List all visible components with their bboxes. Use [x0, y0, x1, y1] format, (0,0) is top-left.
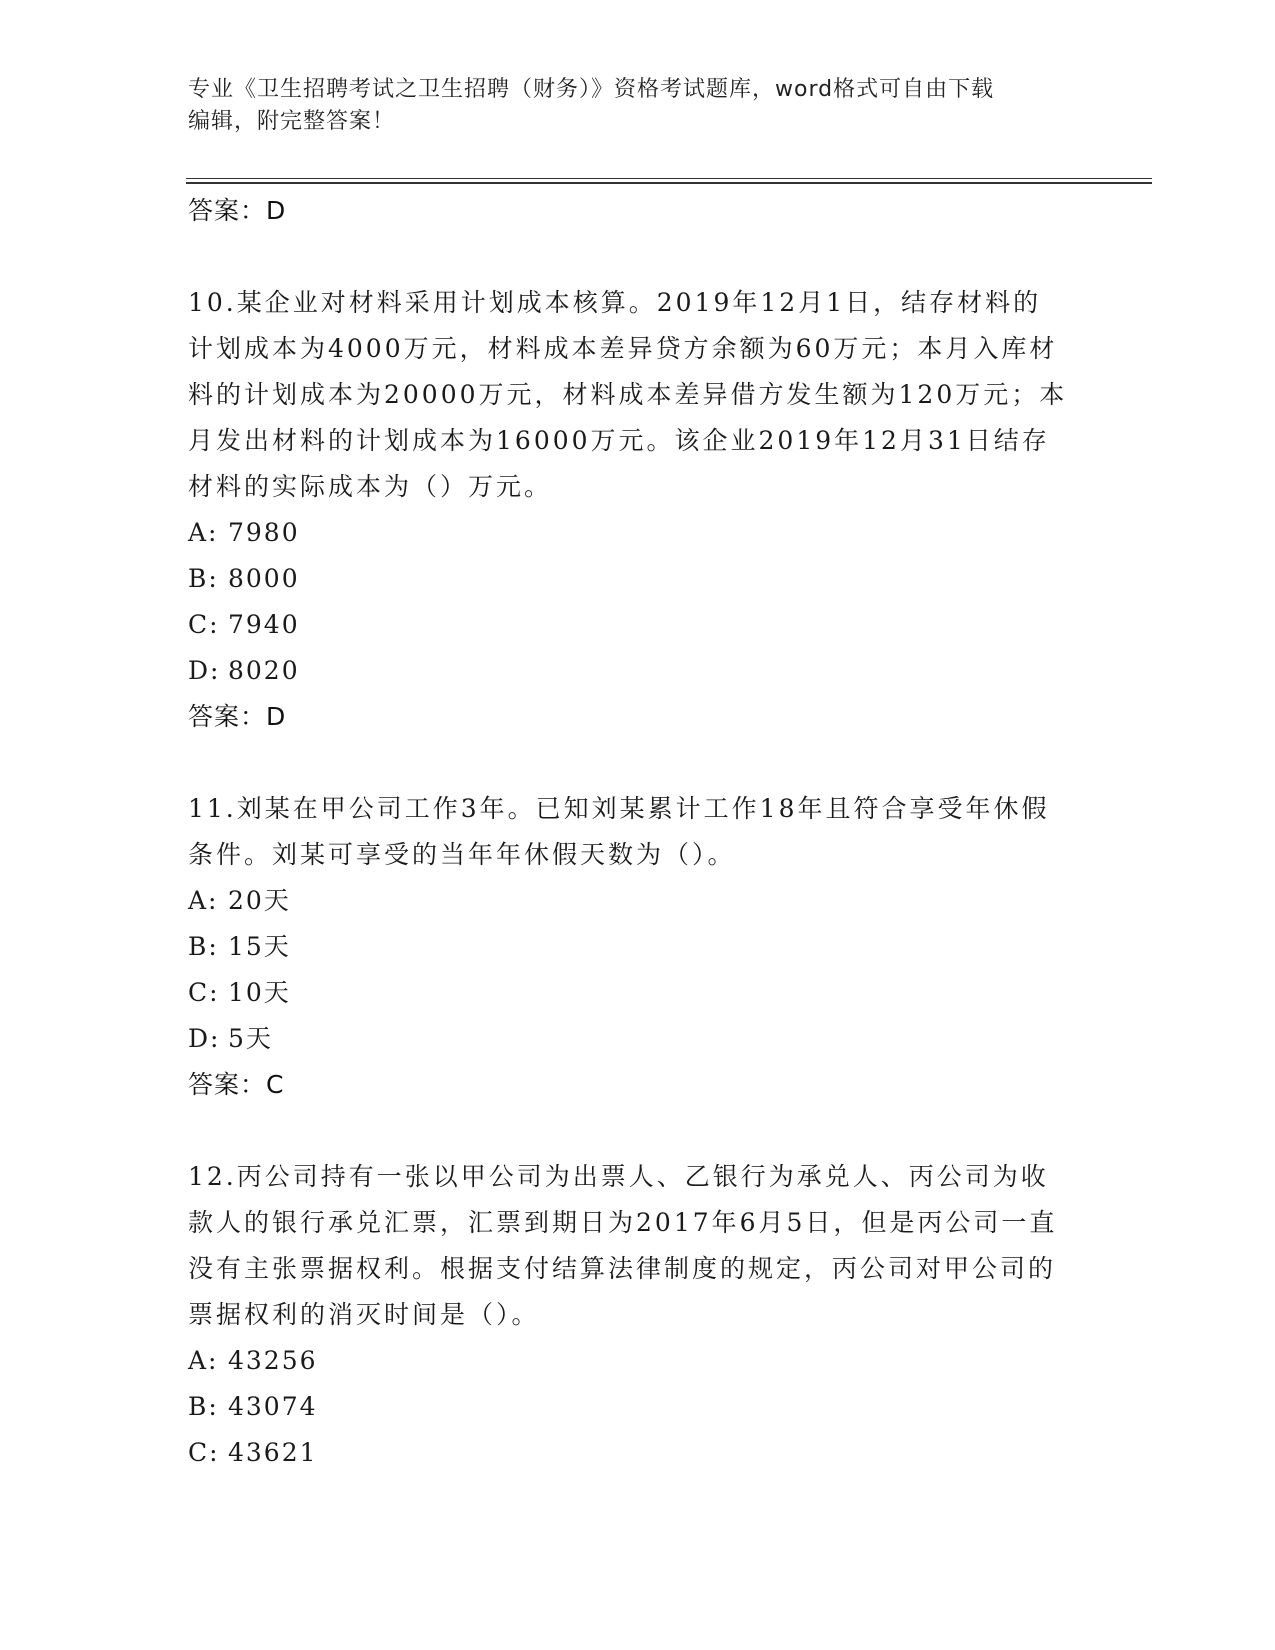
option-value: 10天: [228, 978, 291, 1007]
option-c: C: 7940: [188, 610, 300, 639]
option-c: C: 10天: [188, 978, 291, 1007]
option-b: B: 43074: [188, 1392, 318, 1421]
option-value: 43074: [228, 1392, 318, 1421]
option-b: B: 8000: [188, 564, 300, 593]
option-value: 7980: [228, 518, 300, 547]
option-value: 20天: [228, 886, 291, 915]
option-c: C: 43621: [188, 1438, 318, 1467]
option-a: A: 20天: [188, 886, 291, 915]
spacer: [188, 740, 1088, 786]
option-value: 7940: [228, 610, 300, 639]
header-divider-thick: [186, 182, 1152, 184]
option-value: 15天: [228, 932, 291, 961]
option-a: A: 7980: [188, 518, 300, 547]
option-value: 43256: [228, 1346, 318, 1375]
option-value: 8020: [228, 656, 300, 685]
previous-answer: 答案：D: [188, 196, 287, 225]
question-list: [188, 188, 1088, 1476]
page-header: [188, 74, 1068, 138]
header-line-2: 编辑，附完整答案！: [188, 109, 396, 134]
question-block: [188, 786, 1088, 1108]
spacer: [188, 234, 1088, 280]
option-d: D: 5天: [188, 1024, 273, 1053]
question-text: 10.某企业对材料采用计划成本核算。2019年12月1日，结存材料的计划成本为4000万元，材料成本差异贷方余额为60万元；本月入库材料的计划成本为20000万元，材料成本差异借方发生额为120万元；本月发出材料的计划成本为16000万元。该企业2019年12月31日结存材料的实际成本为（）万元。: [188, 288, 1068, 501]
answer-line: 答案：C: [188, 1070, 285, 1099]
option-a: A: 43256: [188, 1346, 318, 1375]
question-text: 12.丙公司持有一张以甲公司为出票人、乙银行为承兑人、丙公司为收款人的银行承兑汇票，汇票到期日为2017年6月5日，但是丙公司一直没有主张票据权利。根据支付结算法律制度的规定，丙公司对甲公司的票据权利的消灭时间是（）。: [188, 1162, 1058, 1329]
answer-line: 答案：D: [188, 702, 287, 731]
option-value: 8000: [228, 564, 300, 593]
option-value: 43621: [228, 1438, 318, 1467]
spacer: [188, 1108, 1088, 1154]
header-divider-thin: [186, 178, 1152, 179]
question-text: 11.刘某在甲公司工作3年。已知刘某累计工作18年且符合享受年休假条件。刘某可享受的当年年休假天数为（）。: [188, 794, 1050, 869]
question-block: [188, 1154, 1088, 1476]
header-line-1: 专业《卫生招聘考试之卫生招聘（财务）》资格考试题库，word格式可自由下载: [188, 77, 995, 102]
question-block: [188, 280, 1088, 740]
option-b: B: 15天: [188, 932, 291, 961]
option-value: 5天: [228, 1024, 273, 1053]
option-d: D: 8020: [188, 656, 300, 685]
